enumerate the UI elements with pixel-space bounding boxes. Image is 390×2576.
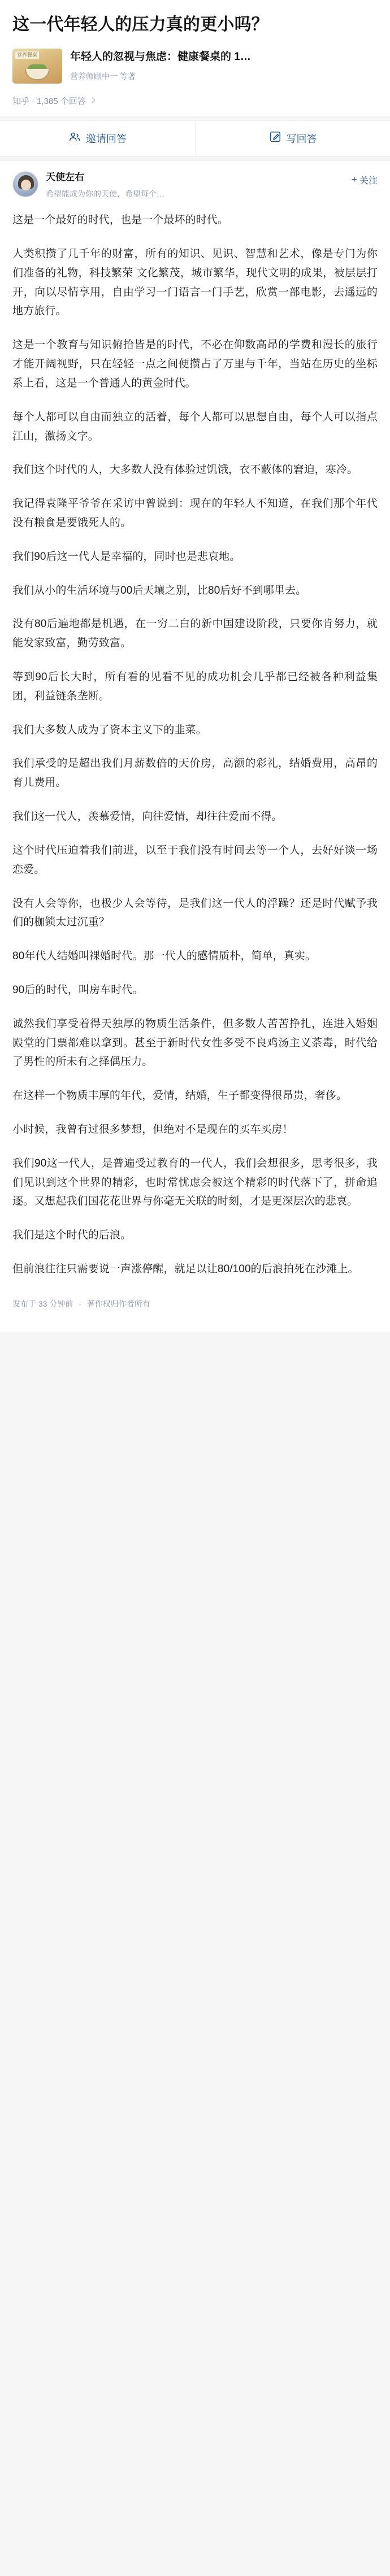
publish-time: 发布于 33 分钟前 <box>12 1299 73 1308</box>
answer-author-header <box>0 161 390 200</box>
copyright-label: 著作权归作者所有 <box>86 1299 150 1308</box>
follow-label: 关注 <box>359 176 378 186</box>
answer-paragraph: 诚然我们享受着得天独厚的物质生活条件，但多数人苦苦挣扎，连进入婚姻殿堂的门票都难以拿到。甚至于新时代女性多受不良鸡汤主义荼毒，时代给了男性的所未有之择偶压力。 <box>12 1017 378 1068</box>
answer-paragraph: 每个人都可以自由而独立的活着，每个人都可以思想自由，每个人可以指点江山，激扬文字。 <box>12 411 378 442</box>
follow-button[interactable] <box>352 171 378 186</box>
invite-answer-label: 邀请回答 <box>86 133 127 145</box>
promo-title: 年轻人的忽视与焦虑：健康餐桌的 1… <box>70 50 251 63</box>
answer-paragraph: 我们这个时代的人，大多数人没有体验过饥饿，衣不蔽体的窘迫，寒冷。 <box>12 464 358 476</box>
write-answer-label: 写回答 <box>286 133 317 145</box>
answer-paragraph: 我们90后这一代人是幸福的，同时也是悲哀地。 <box>12 550 241 563</box>
question-title: 这一代年轻人的压力真的更小吗？ <box>12 15 268 34</box>
source-label: 知乎 <box>12 96 30 106</box>
answer-paragraph: 我们是这个时代的后浪。 <box>12 1229 132 1242</box>
answer-paragraph: 人类积攒了几千年的财富，所有的知识、见识、智慧和艺术，像是专门为你们准备的礼物，科技繁荣 文化繁茂，城市繁华，现代文明的成果，被层层打开，向以尽情享用，自由学习一门语言一门手艺，欣赏一部电影，去遥远的地方旅行。 <box>12 248 378 317</box>
answer-paragraph: 80年代人结婚叫裸婚时代。那一代人的感情质朴，简单，真实。 <box>12 950 317 963</box>
answer-paragraph: 但前浪往往只需要说一声涨停醒，就足以让80/100的后浪拍死在沙滩上。 <box>12 1263 359 1276</box>
promo-badge: 营养餐桌 <box>15 51 40 60</box>
answer-paragraph: 我们从小的生活环境与00后天壤之别，比80后好不到哪里去。 <box>12 584 307 597</box>
section-divider <box>0 116 390 121</box>
answer-paragraph: 这个时代压迫着我们前进，以至于我们没有时间去等一个人，去好好谈一场恋爱。 <box>12 844 378 876</box>
answer-paragraph: 我们这一代人，羡慕爱情，向往爱情，却往往爱而不得。 <box>12 811 283 823</box>
chevron-right-icon[interactable] <box>89 97 95 103</box>
bowl-icon <box>25 69 50 80</box>
avatar-face <box>21 180 31 190</box>
invite-answer-button[interactable] <box>0 121 195 156</box>
answer-paragraph: 我们90这一代人，是普遍受过教育的一代人，我们会想很多，思考很多，我们见识到这个世界的精彩，也时常忧虑会被这个精彩的时代落下了，拼命追逐。又想起我们国花花世界与你毫无关联的时刻，才是更深层次的悲哀。 <box>12 1157 378 1208</box>
avatar[interactable] <box>12 171 38 197</box>
promo-body <box>70 49 378 82</box>
answer-paragraph: 没有80后遍地都是机遇，在一穷二白的新中国建设阶段，只要你肯努力，就能发家致富，勤劳致富。 <box>12 618 378 650</box>
answer-paragraph: 在这样一个物质丰厚的年代，爱情，结婚，生子都变得很昂贵，奢侈。 <box>12 1090 348 1102</box>
answer-paragraph: 我记得袁隆平爷爷在采访中曾说到：现在的年轻人不知道，在我们那个年代没有粮食是要饿死人的。 <box>12 498 378 529</box>
answer-meta-row[interactable] <box>0 92 390 116</box>
write-answer-button[interactable] <box>195 121 390 156</box>
answer-paragraph: 我们承受的是超出我们月薪数倍的天价房，高额的彩礼，结婚费用，高昂的育儿费用。 <box>12 758 378 789</box>
plus-icon: + <box>352 173 357 185</box>
answer-paragraph: 这是一个最好的时代，也是一个最坏的时代。 <box>12 214 229 227</box>
answer-paragraph: 没有人会等你，也极少人会等待，是我们这一代人的浮躁？还是时代赋予我们的枷锁太过沉重？ <box>12 897 378 929</box>
answer-paragraph: 这是一个教育与知识俯拾皆是的时代，不必在仰数高昂的学费和漫长的旅行才能开阔视野，只在轻轻一点之间便攒占了万里与千年，当站在历史的坐标系上看，这是一个普通人的黄金时代。 <box>12 339 378 389</box>
answer-paragraph: 90后的时代，叫房车时代。 <box>12 984 144 996</box>
answer-footer <box>0 1294 390 1309</box>
answer-paragraph: 小时候，我曾有过很多梦想，但绝对不是现在的买车买房！ <box>12 1124 293 1135</box>
meta-separator: · <box>32 95 35 106</box>
answer-count: 1,385 个回答 <box>37 96 86 106</box>
pencil-icon <box>269 130 281 146</box>
author-name: 天使左右 <box>46 171 84 182</box>
people-icon <box>68 130 81 146</box>
answer-body <box>0 199 390 1279</box>
promo-card[interactable] <box>0 45 390 92</box>
author-bio: 希望能成为你的天使，希望每个… <box>46 189 164 198</box>
promo-thumbnail <box>12 49 62 84</box>
answer-paragraph: 等到90后长大时，所有看的见看不见的成功机会几乎都已经被各种利益集团，利益链条垄断。 <box>12 671 378 702</box>
promo-subtitle: 营养师顾中一 等著 <box>70 72 136 81</box>
answer-paragraph: 我们大多数人成为了资本主义下的韭菜。 <box>12 724 207 736</box>
footer-separator: · <box>79 1299 81 1308</box>
action-bar <box>0 121 390 156</box>
section-divider-2 <box>0 156 390 161</box>
author-info[interactable] <box>46 171 344 200</box>
